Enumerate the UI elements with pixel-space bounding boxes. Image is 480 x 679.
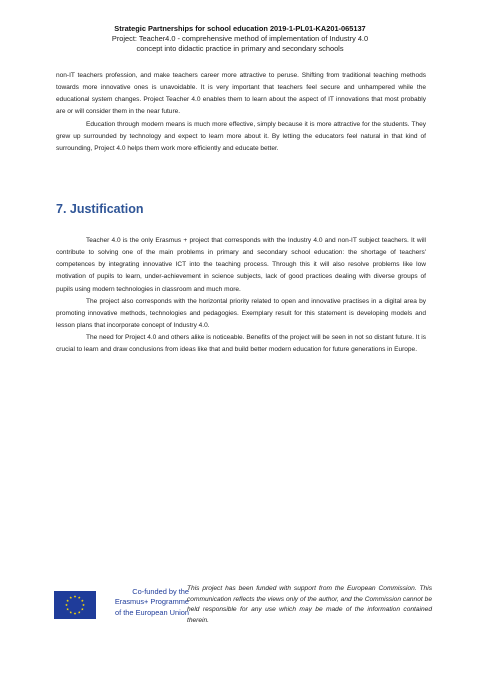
eu-flag-icon — [54, 591, 96, 619]
header-title: Strategic Partnerships for school education 2019-1-PL01-KA201-065137 — [114, 24, 366, 33]
eu-label-line1: Co-funded by the — [132, 587, 189, 596]
header-subtitle-line2: concept into didactic practice in primary and secondary schools — [136, 44, 344, 53]
justification-paragraph-1: Teacher 4.0 is the only Erasmus + project that corresponds with the Industry 4.0 and non-IT subject teachers. It will contribute to solving one of the main problems in primary and secondary school education: the shortage of teachers' competences by integrating innovative ICT into the teaching process. Through this it will also resolve problems like low motivation of pupils to learn, under-achievement in science subjects, lack of good practices dealing with diverse groups of pupils using modern technologies in classroom and much more. — [56, 237, 426, 293]
justification-text — [56, 235, 426, 357]
section-heading: 7. Justification — [56, 202, 144, 216]
intro-paragraph-2: Education through modern means is much more effective, simply because it is more attractive for the students. They grew up surrounded by technology and expect to learn more about it. By letting the educators feel natural in that kind of surrounding, Project 4.0 helps them work more efficiently and educate better. — [56, 120, 426, 152]
eu-label-line2: Erasmus+ Programme — [114, 597, 189, 607]
funding-disclaimer: This project has been funded with support from the European Commission. This communication reflects the views only of the author, and the Commission cannot be held responsible for any use which may be made of the information contained therein. — [187, 585, 432, 624]
intro-text — [56, 70, 426, 155]
page-footer — [54, 583, 430, 633]
page-header — [0, 24, 480, 54]
justification-paragraph-3: The need for Project 4.0 and others alike is noticeable. Benefits of the project will be seen in not so distant future. It is crucial to learn and draw conclusions from ideas like that and build better modern education for future generations in Europe. — [56, 334, 426, 354]
justification-paragraph-2: The project also corresponds with the horizontal priority related to open and innovative practises in a digital area by promoting innovative methods, technologies and pedagogies. Exemplary result for this statement is developing models and lesson plans that incorporate concept of Industry 4.0. — [56, 297, 426, 330]
intro-paragraph-1: non-IT teachers profession, and make teachers career more attractive to peruse. Shifting from traditional teaching methods towards more innovative ones is unavoidable. It is very important that teachers feel secure and unhampered while the educational system changes. Project Teacher 4.0 enables them to learn about the aspect of IT innovations that most probably are or will consider them in the near future. — [56, 72, 426, 116]
eu-label-line3: of the European Union — [115, 607, 189, 617]
eu-cofunded-label — [99, 587, 189, 618]
header-subtitle-line1: Project: Teacher4.0 - comprehensive method of implementation of Industry 4.0 — [111, 34, 369, 43]
